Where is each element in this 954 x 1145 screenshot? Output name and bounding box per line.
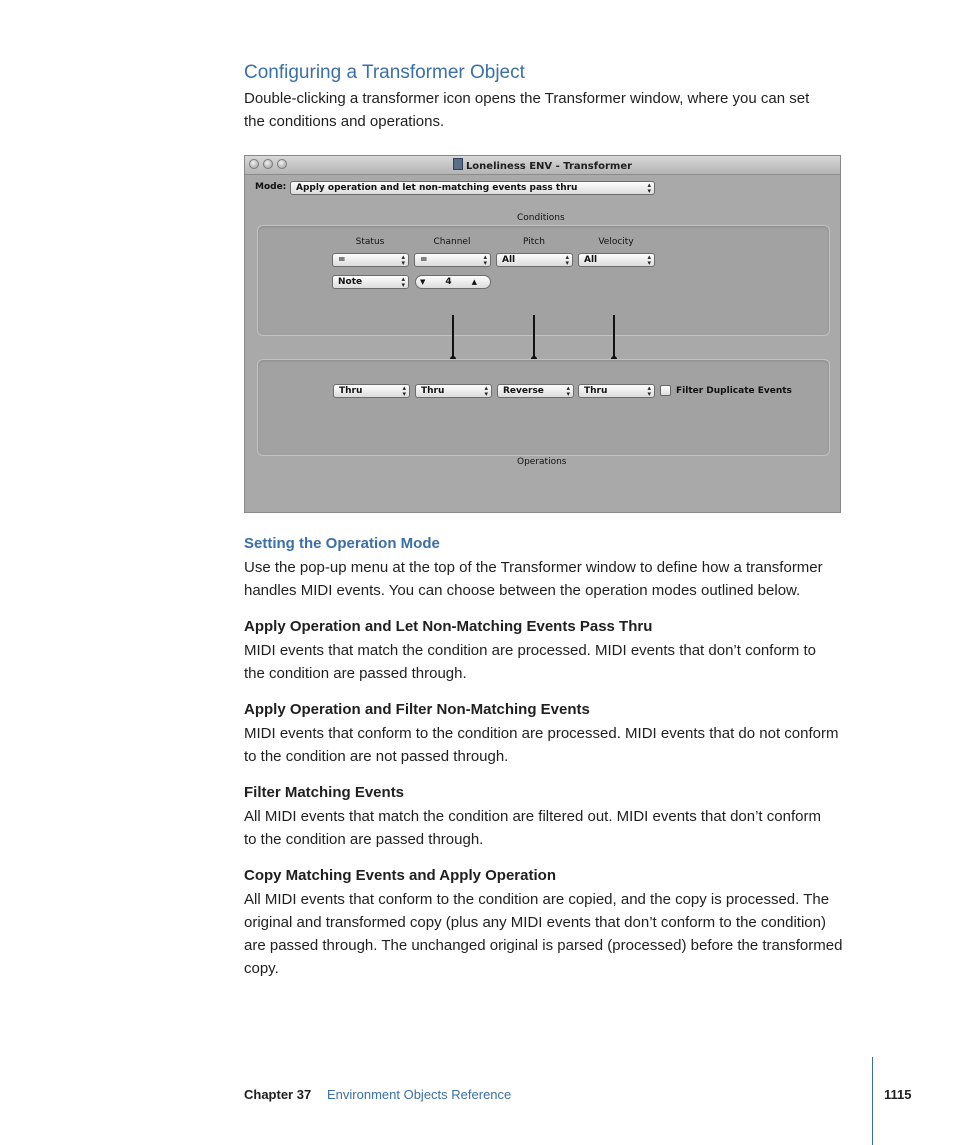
column-label-pitch: Pitch [523, 237, 545, 247]
popup-arrows-icon: ▴ ▾ [647, 181, 651, 195]
paragraph-line: handles MIDI events. You can choose between the operation modes outlined below. [244, 582, 801, 599]
paragraph-line: All MIDI events that conform to the condition are copied, and the copy is processed. The [244, 891, 830, 908]
window-titlebar [245, 156, 840, 175]
mode-popup[interactable] [290, 181, 655, 195]
popup-arrows-icon: ▴ ▾ [566, 384, 570, 398]
paragraph-line: original and transformed copy (plus any MIDI events that don’t conform to the condition) [244, 914, 826, 931]
transformer-window [244, 155, 841, 513]
paragraph-line: MIDI events that conform to the condition are processed. MIDI events that do not conform [244, 725, 839, 742]
popup-arrows-icon: ▴ ▾ [401, 275, 405, 289]
paragraph-line: to the condition are passed through. [244, 831, 484, 848]
mode-label: Mode: [255, 182, 287, 192]
popup-arrows-icon: ▴ ▾ [647, 384, 651, 398]
section-heading: Configuring a Transformer Object [244, 62, 525, 83]
column-label-channel: Channel [433, 237, 471, 247]
status-value-popup[interactable] [332, 275, 409, 289]
mode-title-filter-non-matching: Apply Operation and Filter Non-Matching Events [244, 701, 590, 718]
popup-value: Thru [421, 386, 445, 396]
intro-line: Double-clicking a transformer icon opens the Transformer window, where you can set [244, 90, 810, 107]
mode-description-filter-matching [244, 805, 876, 851]
channel-condition-popup[interactable] [414, 253, 491, 267]
channel-operation-popup[interactable] [415, 384, 492, 398]
paragraph-line: the condition are passed through. [244, 665, 467, 682]
popup-arrows-icon: ▴ ▾ [647, 253, 651, 267]
intro-line: the conditions and operations. [244, 113, 445, 130]
footer-chapter: Chapter 37 [244, 1087, 312, 1102]
paragraph-line: Use the pop-up menu at the top of the Transformer window to define how a transformer [244, 559, 823, 576]
pitch-operation-popup[interactable] [497, 384, 574, 398]
operations-label: Operations [517, 457, 567, 467]
page-number: 1115 [884, 1087, 912, 1102]
increment-arrow-icon[interactable]: ▲ [471, 278, 478, 286]
mode-title-pass-thru: Apply Operation and Let Non-Matching Events Pass Thru [244, 618, 653, 635]
channel-value-stepper[interactable] [415, 275, 491, 289]
subheading-paragraph [244, 556, 876, 602]
filter-duplicate-checkbox[interactable] [660, 385, 671, 396]
popup-value: = [338, 255, 346, 265]
popup-arrows-icon: ▴ ▾ [402, 384, 406, 398]
popup-value: Note [338, 277, 363, 287]
footer-chapter-title[interactable]: Environment Objects Reference [327, 1087, 512, 1102]
status-condition-popup[interactable] [332, 253, 409, 267]
column-label-velocity: Velocity [598, 237, 634, 247]
popup-value: Reverse [503, 386, 544, 396]
conditions-label: Conditions [517, 213, 565, 223]
paragraph-line: copy. [244, 960, 279, 977]
paragraph-line: to the condition are not passed through. [244, 748, 509, 765]
channel-value: 4 [445, 277, 452, 287]
popup-value: Thru [339, 386, 363, 396]
popup-arrows-icon: ▴ ▾ [401, 253, 405, 267]
window-title-text: Loneliness ENV - Transformer [465, 161, 633, 172]
popup-arrows-icon: ▴ ▾ [565, 253, 569, 267]
pitch-condition-popup[interactable] [496, 253, 573, 267]
mode-description-pass-thru [244, 639, 876, 685]
filter-duplicate-label: Filter Duplicate Events [676, 386, 792, 396]
subheading: Setting the Operation Mode [244, 535, 440, 552]
paragraph-line: are passed through. The unchanged original is parsed (processed) before the transformed [244, 937, 843, 954]
mode-popup-value: Apply operation and let non-matching events pass thru [296, 183, 578, 193]
popup-value: All [502, 255, 516, 265]
mode-description-copy-matching [244, 888, 876, 980]
column-label-status: Status [355, 237, 385, 247]
mode-title-filter-matching: Filter Matching Events [244, 784, 405, 801]
velocity-condition-popup[interactable] [578, 253, 655, 267]
popup-arrows-icon: ▴ ▾ [484, 384, 488, 398]
popup-value: = [420, 255, 428, 265]
status-operation-popup[interactable] [333, 384, 410, 398]
paragraph-line: MIDI events that match the condition are processed. MIDI events that don’t conform to [244, 642, 816, 659]
window-title [245, 158, 840, 172]
intro-paragraph [244, 87, 876, 133]
paragraph-line: All MIDI events that match the condition are filtered out. MIDI events that don’t conform [244, 808, 821, 825]
document-icon [453, 158, 463, 170]
popup-value: All [584, 255, 598, 265]
footer-divider [872, 1057, 873, 1145]
decrement-arrow-icon[interactable]: ▼ [420, 278, 426, 286]
mode-title-copy-matching: Copy Matching Events and Apply Operation [244, 867, 556, 884]
operations-panel [257, 359, 830, 456]
popup-value: Thru [584, 386, 608, 396]
mode-description-filter-non-matching [244, 722, 876, 768]
velocity-operation-popup[interactable] [578, 384, 655, 398]
popup-arrows-icon: ▴ ▾ [483, 253, 487, 267]
